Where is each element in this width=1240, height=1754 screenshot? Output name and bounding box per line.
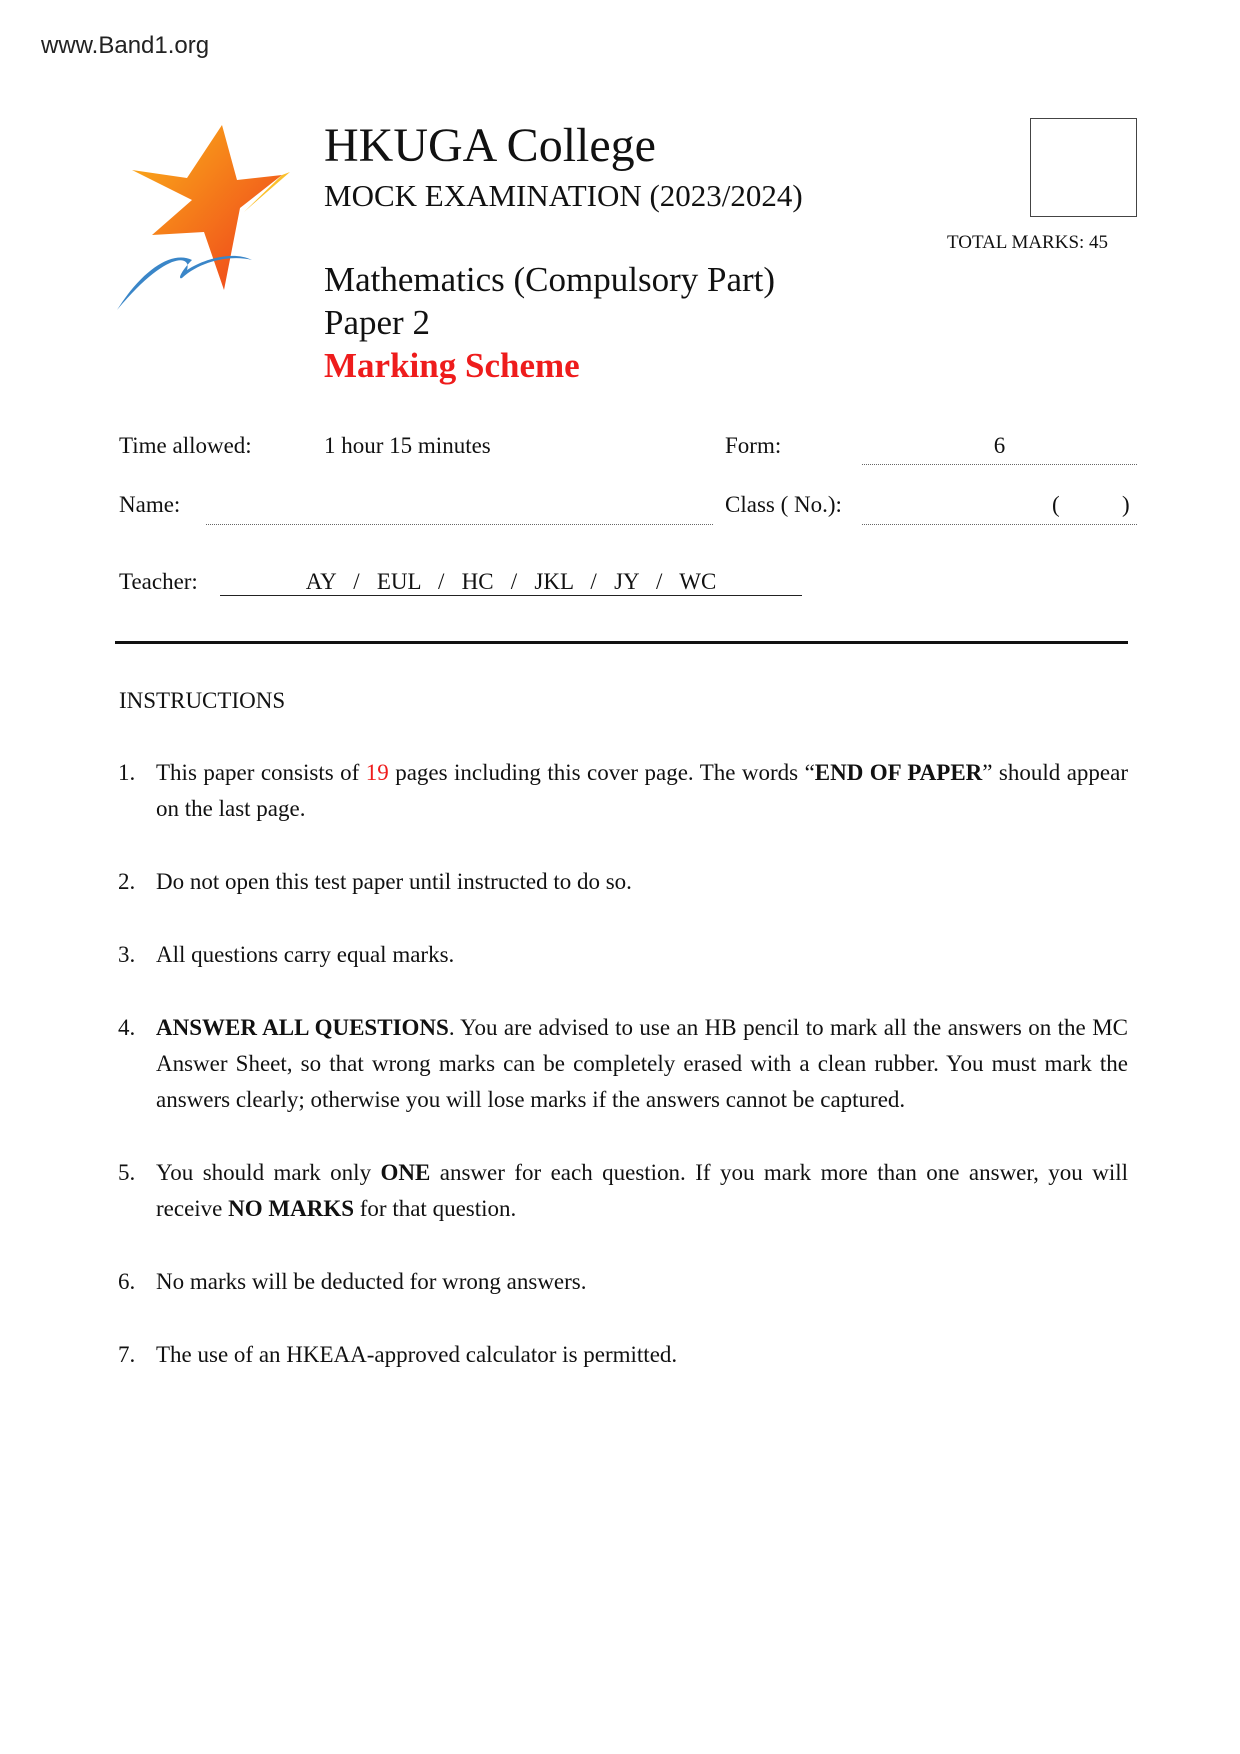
class-paren-open: ( [1052, 492, 1060, 517]
item-text: The use of an HKEAA-approved calculator is permitted. [156, 1342, 678, 1367]
name-label: Name: [119, 492, 181, 517]
form-label: Form: [725, 433, 782, 458]
name-field[interactable] [206, 492, 713, 525]
teacher-options: AY / EUL / HC / JKL / JY / WC [220, 569, 802, 596]
item-number: 2. [118, 869, 136, 894]
item-number: 7. [118, 1342, 136, 1367]
item-number: 1. [118, 760, 136, 785]
school-name: HKUGA College [324, 119, 656, 172]
item-text: . You are advised to use an HB pencil to mark all the answers on the MC Answer Sheet, so that wrong marks can be completely erased with a clean rubber. You must mark the answers clearly; otherwise you will lose marks if the answers cannot be captured. [156, 1015, 1128, 1112]
item-bold: ONE [380, 1160, 431, 1185]
page-count: 19 [365, 760, 389, 785]
item-text: All questions carry equal marks. [156, 942, 455, 967]
item-text: Do not open this test paper until instructed to do so. [156, 869, 632, 894]
instruction-item [118, 937, 1128, 973]
total-marks: TOTAL MARKS: 45 [947, 232, 1109, 253]
instruction-item [118, 755, 1128, 827]
form-field[interactable] [862, 433, 1137, 465]
class-paren-close: ) [1122, 492, 1130, 517]
instruction-item [118, 1010, 1128, 1118]
item-text: pages including this cover page. The words “ [388, 760, 815, 785]
instruction-item [118, 864, 1128, 900]
time-label: Time allowed: [119, 433, 252, 458]
marking-scheme-title: Marking Scheme [324, 346, 580, 385]
paper-title: Paper 2 [324, 303, 430, 342]
item-text: You should mark only [156, 1160, 381, 1185]
school-logo-icon [112, 120, 297, 330]
instructions-list [118, 755, 1128, 1410]
exam-title: MOCK EXAMINATION (2023/2024) [324, 178, 803, 213]
item-text: answer for each question. If you mark more than one answer, you will receive [156, 1160, 1128, 1221]
subject-title: Mathematics (Compulsory Part) [324, 260, 776, 299]
item-bold: ANSWER ALL QUESTIONS [156, 1015, 449, 1040]
divider [115, 641, 1128, 644]
item-bold: NO MARKS [228, 1196, 355, 1221]
marks-box [1030, 118, 1137, 217]
instruction-item [118, 1264, 1128, 1300]
item-text: No marks will be deducted for wrong answers. [156, 1269, 587, 1294]
item-number: 5. [118, 1160, 136, 1185]
item-number: 4. [118, 1015, 136, 1040]
item-text: ” should appear on the last page. [156, 760, 1128, 821]
teacher-label: Teacher: [119, 569, 198, 594]
item-number: 3. [118, 942, 136, 967]
item-bold: END OF PAPER [814, 760, 983, 785]
class-label: Class ( No.): [725, 492, 842, 517]
item-text: This paper consists of [156, 760, 366, 785]
watermark-url: www.Band1.org [41, 32, 210, 59]
class-field[interactable] [862, 492, 1137, 525]
instruction-item [118, 1337, 1128, 1373]
item-number: 6. [118, 1269, 136, 1294]
instructions-heading: INSTRUCTIONS [119, 688, 286, 713]
time-value: 1 hour 15 minutes [324, 433, 491, 458]
form-value: 6 [993, 433, 1006, 458]
instruction-item [118, 1155, 1128, 1227]
item-text: for that question. [354, 1196, 517, 1221]
